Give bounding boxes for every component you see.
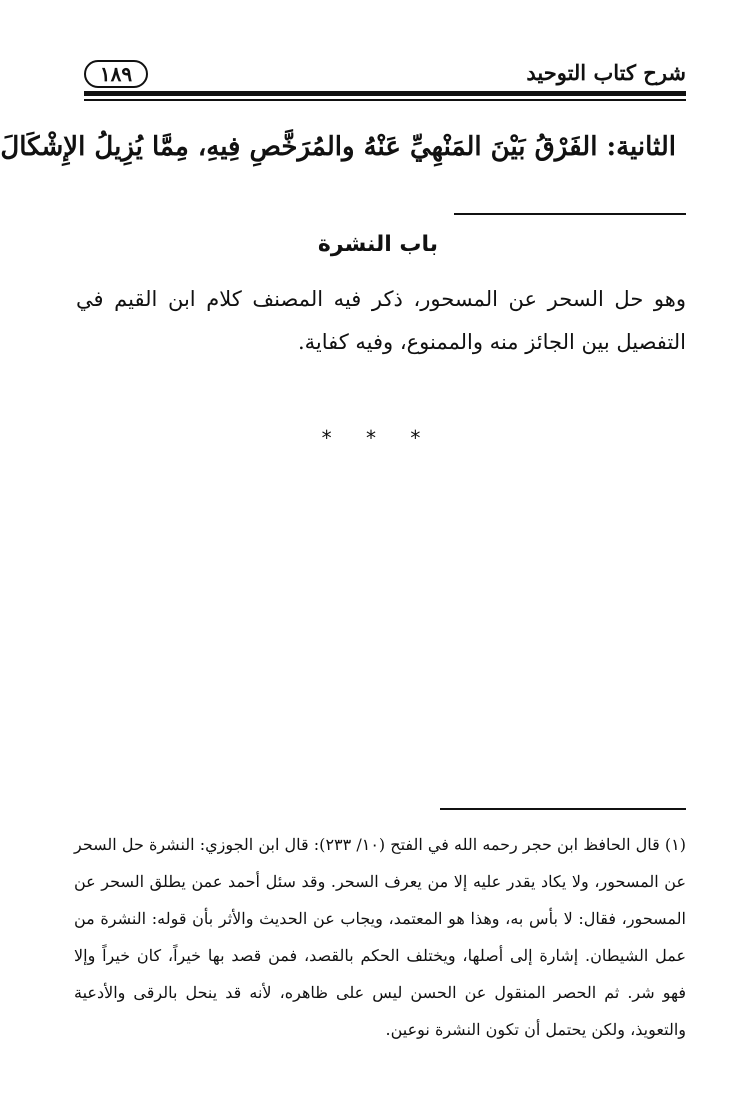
chapter-body-paragraph: وهو حل السحر عن المسحور، ذكر فيه المصنف كلام ابن القيم في التفصيل بين الجائز منه والممنوع، وفيه كفاية.: [76, 287, 686, 354]
footnote-text: (١) قال الحافظ ابن حجر رحمه الله في الفتح (١٠/ ٢٣٣): قال ابن الجوزي: النشرة حل السحر عن المسحور، ولا يكاد يقدر عليه إلا من يعرف السحر. وقد سئل أحمد عمن يطلق السحر عن المسحور، فقال: لا بأس به، وهذا هو المعتمد، ويجاب عن الحديث والأثر بأن قوله: النشرة من عمل الشيطان. إشارة إلى أصلها، ويختلف الحكم بالقصد، فمن قصد بها خيراً، كان خيراً وإلا فهو شر. ثم الحصر المنقول عن الحسن ليس على ظاهره، لأنه قد ينحل بالرقى والأدعية والتعويذ، ولكن يحتمل أن تكون النشرة نوعين.: [74, 835, 687, 1039]
chapter-title: باب النشرة: [317, 232, 439, 257]
footnote-divider: [440, 808, 686, 810]
second-point-line: [0, 132, 676, 162]
section-divider: [454, 213, 686, 215]
running-header-title: شرح كتاب التوحيد: [526, 60, 686, 85]
header-rule-thin: [84, 99, 686, 101]
page-number-badge: ١٨٩: [84, 60, 148, 88]
second-point-text: الثانية: الفَرْقُ بَيْنَ المَنْهِيِّ عَنْهُ والمُرَخَّصِ فِيهِ، مِمَّا يُزِيلُ الإِشْكَالَ: [0, 132, 676, 162]
header-rule-thick: [84, 91, 686, 96]
asterism-separator: * * *: [321, 426, 435, 450]
